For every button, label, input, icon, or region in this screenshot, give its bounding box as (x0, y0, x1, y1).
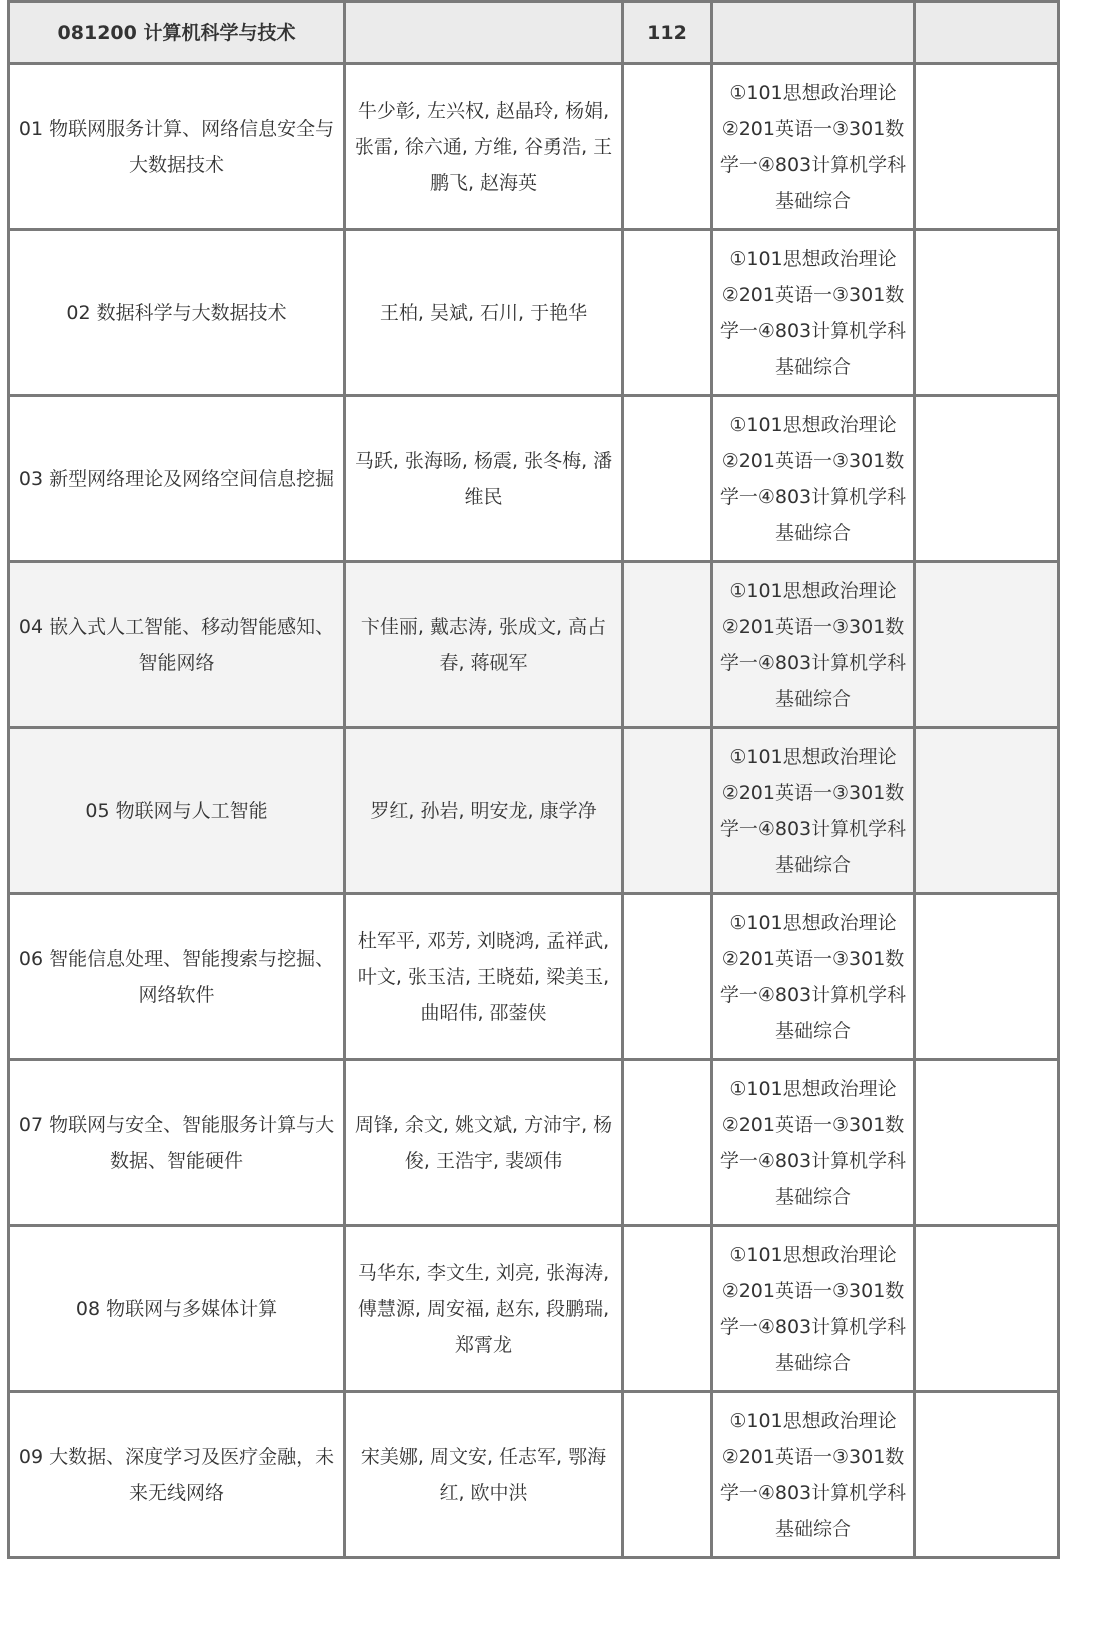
note-cell (915, 64, 1059, 230)
row-quota-cell (623, 894, 712, 1060)
note-cell (915, 1226, 1059, 1392)
direction-cell: 06 智能信息处理、智能搜索与挖掘、网络软件 (9, 894, 345, 1060)
row-quota-cell (623, 1060, 712, 1226)
table-row (9, 64, 1059, 230)
exam-subjects-cell: ①101思想政治理论②201英语一③301数学一④803计算机学科基础综合 (712, 728, 915, 894)
row-quota-cell (623, 396, 712, 562)
table-body (9, 2, 1059, 1558)
row-quota-cell (623, 1226, 712, 1392)
header-exam-cell (712, 2, 915, 64)
advisors-cell: 王柏, 吴斌, 石川, 于艳华 (345, 230, 623, 396)
advisors-cell: 马华东, 李文生, 刘亮, 张海涛, 傅慧源, 周安福, 赵东, 段鹏瑞, 郑霄龙 (345, 1226, 623, 1392)
table-row (9, 728, 1059, 894)
exam-subjects-cell: ①101思想政治理论②201英语一③301数学一④803计算机学科基础综合 (712, 562, 915, 728)
quota-cell: 112 (623, 2, 712, 64)
advisors-cell: 杜军平, 邓芳, 刘晓鸿, 孟祥武, 叶文, 张玉洁, 王晓茹, 梁美玉, 曲昭伟, 邵蓥侠 (345, 894, 623, 1060)
exam-subjects-cell: ①101思想政治理论②201英语一③301数学一④803计算机学科基础综合 (712, 64, 915, 230)
note-cell (915, 562, 1059, 728)
advisors-cell: 宋美娜, 周文安, 任志军, 鄂海红, 欧中洪 (345, 1392, 623, 1558)
exam-subjects-cell: ①101思想政治理论②201英语一③301数学一④803计算机学科基础综合 (712, 1226, 915, 1392)
direction-cell: 05 物联网与人工智能 (9, 728, 345, 894)
direction-cell: 09 大数据、深度学习及医疗金融，未来无线网络 (9, 1392, 345, 1558)
note-cell (915, 728, 1059, 894)
direction-cell: 01 物联网服务计算、网络信息安全与大数据技术 (9, 64, 345, 230)
note-cell (915, 396, 1059, 562)
table-row (9, 562, 1059, 728)
advisors-cell: 卞佳丽, 戴志涛, 张成文, 高占春, 蒋砚军 (345, 562, 623, 728)
program-name-cell: 081200 计算机科学与技术 (9, 2, 345, 64)
row-quota-cell (623, 230, 712, 396)
table-row (9, 1392, 1059, 1558)
table-row (9, 1060, 1059, 1226)
table-row (9, 230, 1059, 396)
direction-cell: 07 物联网与安全、智能服务计算与大数据、智能硬件 (9, 1060, 345, 1226)
program-header-row (9, 2, 1059, 64)
row-quota-cell (623, 728, 712, 894)
program-table (7, 0, 1060, 1559)
row-quota-cell (623, 64, 712, 230)
program-table-wrapper (7, 0, 1057, 1559)
exam-subjects-cell: ①101思想政治理论②201英语一③301数学一④803计算机学科基础综合 (712, 1392, 915, 1558)
direction-cell: 03 新型网络理论及网络空间信息挖掘 (9, 396, 345, 562)
advisors-cell: 周锋, 余文, 姚文斌, 方沛宇, 杨俊, 王浩宇, 裴颂伟 (345, 1060, 623, 1226)
note-cell (915, 894, 1059, 1060)
direction-cell: 02 数据科学与大数据技术 (9, 230, 345, 396)
advisors-cell: 马跃, 张海旸, 杨震, 张冬梅, 潘维民 (345, 396, 623, 562)
direction-cell: 08 物联网与多媒体计算 (9, 1226, 345, 1392)
row-quota-cell (623, 562, 712, 728)
table-row (9, 396, 1059, 562)
exam-subjects-cell: ①101思想政治理论②201英语一③301数学一④803计算机学科基础综合 (712, 396, 915, 562)
table-row (9, 1226, 1059, 1392)
header-advisors-cell (345, 2, 623, 64)
note-cell (915, 1392, 1059, 1558)
exam-subjects-cell: ①101思想政治理论②201英语一③301数学一④803计算机学科基础综合 (712, 894, 915, 1060)
exam-subjects-cell: ①101思想政治理论②201英语一③301数学一④803计算机学科基础综合 (712, 230, 915, 396)
note-cell (915, 230, 1059, 396)
direction-cell: 04 嵌入式人工智能、移动智能感知、智能网络 (9, 562, 345, 728)
row-quota-cell (623, 1392, 712, 1558)
advisors-cell: 罗红, 孙岩, 明安龙, 康学净 (345, 728, 623, 894)
exam-subjects-cell: ①101思想政治理论②201英语一③301数学一④803计算机学科基础综合 (712, 1060, 915, 1226)
note-cell (915, 1060, 1059, 1226)
table-row (9, 894, 1059, 1060)
advisors-cell: 牛少彰, 左兴权, 赵晶玲, 杨娟, 张雷, 徐六通, 方维, 谷勇浩, 王鹏飞, 赵海英 (345, 64, 623, 230)
header-note-cell (915, 2, 1059, 64)
